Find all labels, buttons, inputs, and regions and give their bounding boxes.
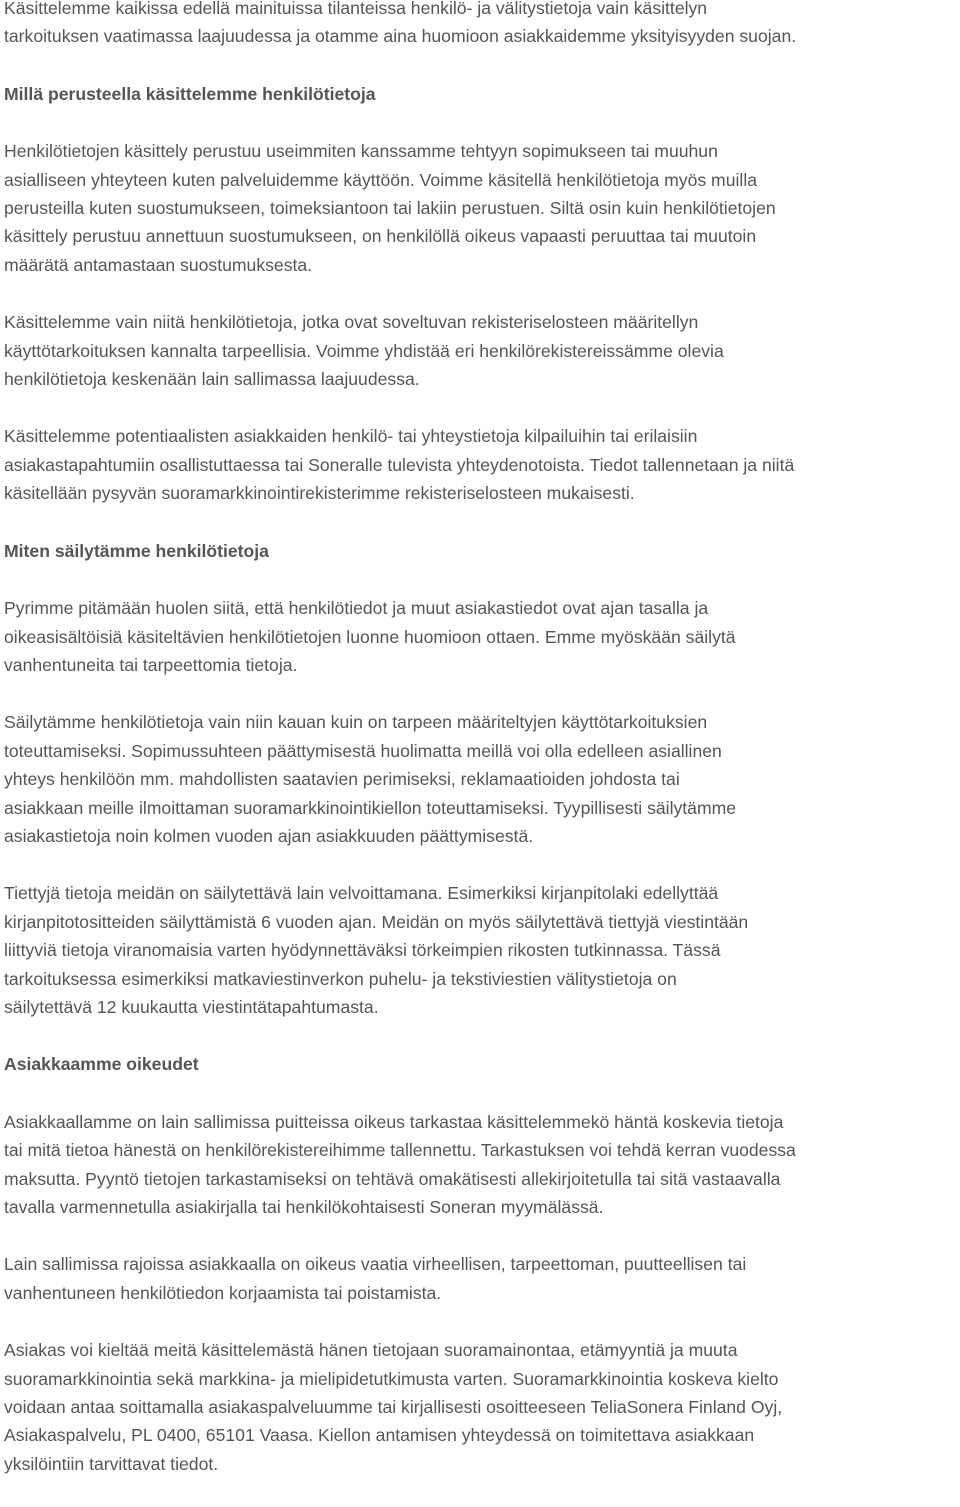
text-line: vanhentuneen henkilötiedon korjaamista tai poistamista. — [4, 1282, 442, 1303]
intro-paragraph — [4, 0, 960, 51]
basis-paragraph-2 — [4, 308, 960, 393]
text-line: säilytettävä 12 kuukautta viestintätapahtumasta. — [4, 996, 379, 1017]
text-line: Asiakkaallamme on lain sallimissa puitteissa oikeus tarkastaa käsittelemmekö häntä koskevia tietoja — [4, 1111, 784, 1132]
text-line: Asiakas voi kieltää meitä käsittelemästä hänen tietojaan suoramainontaa, etämyyntiä ja muuta — [4, 1340, 738, 1361]
retention-paragraph-3 — [4, 879, 960, 1021]
text-line: Tiettyjä tietoja meidän on säilytettävä lain velvoittamana. Esimerkiksi kirjanpitolaki edellyttää — [4, 883, 719, 904]
text-line: vanhentuneita tai tarpeettomia tietoja. — [4, 654, 298, 675]
section-heading-basis: Millä perusteella käsittelemme henkilötietoja — [4, 83, 376, 104]
text-line: Asiakaspalvelu, PL 0400, 65101 Vaasa. Kiellon antamisen yhteydessä on toimitettava asiakkaan — [4, 1425, 755, 1446]
rights-paragraph-2 — [4, 1250, 960, 1307]
text-line: oikeasisältöisiä käsiteltävien henkilötietojen luonne huomioon ottaen. Emme myöskään säilytä — [4, 626, 736, 647]
text-line: liittyviä tietoja viranomaisia varten hyödynnettäväksi törkeimpien rikosten tutkinnassa. Tässä — [4, 940, 721, 961]
rights-paragraph-3 — [4, 1336, 960, 1478]
text-line: tavalla varmennetulla asiakirjalla tai henkilökohtaisesti Soneran myymälässä. — [4, 1197, 604, 1217]
retention-paragraph-1 — [4, 594, 960, 679]
text-line: asiakastapahtumiin osallistuttaessa tai Soneralle tulevista yhteydenotoista. Tiedot tallennetaan ja niitä — [4, 454, 795, 475]
text-line: asialliseen yhteyteen kuten palveluidemme käyttöön. Voimme käsitellä henkilötietoja myös muilla — [4, 169, 758, 190]
text-line: Käsittelemme kaikissa edellä mainituissa tilanteissa henkilö- ja välitystietoja vain käsittelyn — [4, 0, 708, 18]
document-body — [4, 0, 960, 1507]
text-line: asiakkaan meille ilmoittaman suoramarkkinointikiellon toteuttamiseksi. Tyypillisesti säilytämme — [4, 797, 737, 818]
text-line: tarkoituksessa esimerkiksi matkaviestinverkon puhelu- ja tekstiviestien välitystietoja on — [4, 968, 677, 989]
retention-paragraph-2 — [4, 708, 960, 850]
rights-paragraph-1 — [4, 1108, 960, 1222]
text-line: yksilöintiin tarvittavat tiedot. — [4, 1453, 219, 1474]
text-line: Henkilötietojen käsittely perustuu useimmiten kanssamme tehtyyn sopimukseen tai muuhun — [4, 141, 718, 162]
text-line: määrätä antamastaan suostumuksesta. — [4, 254, 313, 275]
text-line: toteuttamiseksi. Sopimussuhteen päättymisestä huolimatta meillä voi olla edelleen asiallinen — [4, 740, 722, 761]
text-line: voidaan antaa soittamalla asiakaspalveluumme tai kirjallisesti osoitteeseen TeliaSonera Finland Oyj, — [4, 1397, 783, 1418]
text-line: yhteys henkilöön mm. mahdollisten saatavien perimiseksi, reklamaatioiden johdosta tai — [4, 769, 680, 790]
text-line: käsittely perustuu annettuun suostumukseen, on henkilöllä oikeus vapaasti peruuttaa tai muutoin — [4, 226, 757, 247]
text-line: tai mitä tietoa hänestä on henkilörekistereihimme tallennettu. Tarkastuksen voi tehdä kerran vuodessa — [4, 1140, 796, 1161]
section-heading-retention: Miten säilytämme henkilötietoja — [4, 540, 269, 561]
text-line: käyttötarkoituksen kannalta tarpeellisia. Voimme yhdistää eri henkilörekistereissämme olevia — [4, 340, 724, 361]
text-line: asiakastietoja noin kolmen vuoden ajan asiakkuuden päättymisestä. — [4, 825, 534, 846]
text-line: Käsittelemme potentiaalisten asiakkaiden henkilö- tai yhteystietoja kilpailuihin tai erilaisiin — [4, 426, 698, 447]
basis-paragraph-3 — [4, 422, 960, 507]
text-line: kirjanpitotositteiden säilyttämistä 6 vuoden ajan. Meidän on myös säilytettävä tiettyjä viestintään — [4, 911, 749, 932]
text-line: henkilötietoja keskenään lain sallimassa laajuudessa. — [4, 369, 420, 390]
text-line: suoramarkkinointia sekä markkina- ja mielipidetutkimusta varten. Suoramarkkinointia koskeva kielto — [4, 1368, 779, 1389]
text-line: Käsittelemme vain niitä henkilötietoja, jotka ovat soveltuvan rekisteriselosteen määritellyn — [4, 312, 699, 333]
text-line: Pyrimme pitämään huolen siitä, että henkilötiedot ja muut asiakastiedot ovat ajan tasalla ja — [4, 598, 709, 619]
text-line: tarkoituksen vaatimassa laajuudessa ja otamme aina huomioon asiakkaidemme yksityisyyden suojan. — [4, 26, 797, 47]
section-heading-rights: Asiakkaamme oikeudet — [4, 1054, 199, 1075]
text-line: Lain sallimissa rajoissa asiakkaalla on oikeus vaatia virheellisen, tarpeettoman, puutteellisen tai — [4, 1254, 747, 1275]
text-line: perusteilla kuten suostumukseen, toimeksiantoon tai lakiin perustuen. Siltä osin kuin henkilötietojen — [4, 198, 776, 219]
text-line: käsitellään pysyvän suoramarkkinointirekisterimme rekisteriselosteen mukaisesti. — [4, 483, 635, 504]
text-line: maksutta. Pyyntö tietojen tarkastamiseksi on tehtävä omakätisesti allekirjoitetulla tai sitä vastaavalla — [4, 1168, 781, 1189]
basis-paragraph-1 — [4, 137, 960, 279]
text-line: Säilytämme henkilötietoja vain niin kauan kuin on tarpeen määriteltyjen käyttötarkoituksien — [4, 712, 708, 733]
